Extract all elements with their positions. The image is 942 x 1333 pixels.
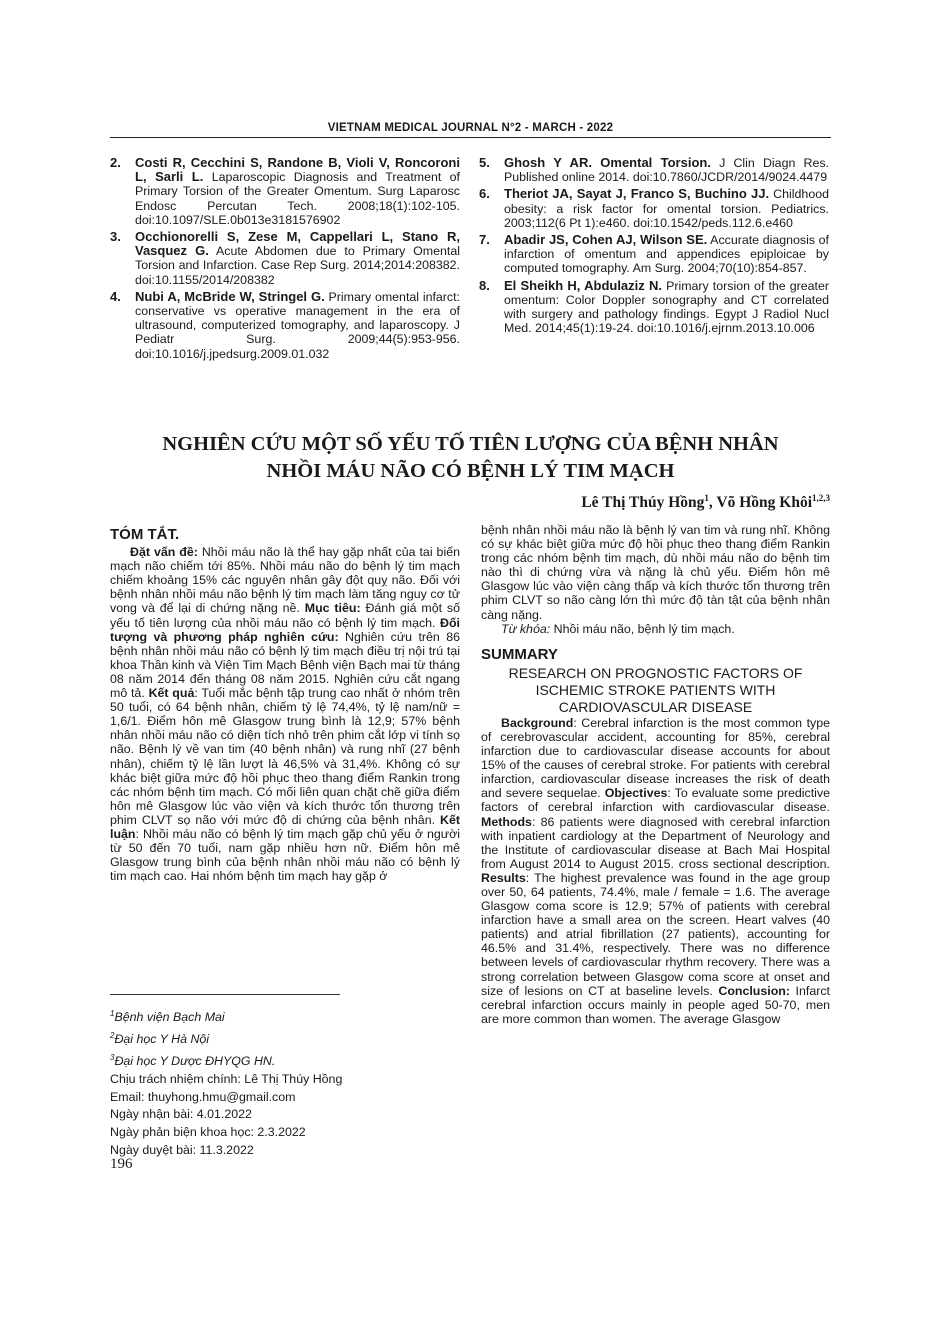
accepted-date: Ngày duyệt bài: 11.3.2022 — [110, 1142, 254, 1157]
author-email: Email: thuyhong.hmu@gmail.com — [110, 1089, 296, 1104]
footnote-text: Bệnh viện Bạch Mai — [114, 1010, 225, 1025]
reference-authors: Theriot JA, Sayat J, Franco S, Buchino JJ. — [504, 186, 770, 202]
reference-item — [479, 156, 829, 184]
summary-title: RESEARCH ON PROGNOSTIC FACTORS OF ISCHEMIC STROKE PATIENTS WITH CARDIOVASCULAR DISEASE — [508, 664, 803, 715]
reference-item — [110, 290, 460, 361]
affiliation-footnote — [110, 1027, 460, 1049]
summary-results-text: : The highest prevalence was found in the age group over 50, 64 patients, 74.4%, male / female = 1.6. The average Glasgow coma score is 12.9; 57% of patients with cerebral infarction have a small area on the screen. Heart valves (40 patients) and atrial fibrillation (27 patients), accounting for 46.5% and 31.4%, respectively. There was no difference between levels of cardiovascular rhythm recovery. There was a strong correlation between Glasgow coma score at onset and size of lesions on CT at baseline levels. — [481, 870, 830, 998]
affiliation-footnote — [110, 1005, 460, 1027]
results-label: Kết quả — [148, 686, 195, 701]
author-name: Lê Thị Thúy Hồng — [581, 494, 705, 512]
reference-number: 2. — [110, 155, 121, 170]
reference-authors: Ghosh Y AR. Omental Torsion. — [504, 155, 711, 170]
summary-methods-label: Methods — [481, 814, 532, 829]
corresponding-author: Chịu trách nhiệm chính: Lê Thị Thúy Hồng — [110, 1071, 343, 1086]
reviewed-date: Ngày phản biện khoa học: 2.3.2022 — [110, 1125, 306, 1140]
summary-results-label: Results — [481, 870, 526, 885]
author-name: Võ Hồng Khôi — [716, 494, 812, 512]
article-title-line-2: NHỒI MÁU NÃO CÓ BỆNH LÝ TIM MẠCH — [266, 460, 675, 482]
affiliation-footnote — [110, 1049, 460, 1071]
reference-number: 7. — [479, 232, 490, 248]
reference-item — [110, 156, 460, 227]
summary-heading: SUMMARY — [481, 645, 558, 663]
summary-objectives-label: Objectives — [604, 786, 668, 801]
references-right-column — [479, 156, 829, 338]
methods-label: Đối tượng và phương pháp nghiên cứu: — [110, 615, 460, 644]
right-body-column — [481, 523, 830, 1026]
reference-text: Acute Abdomen due to Primary Omental Torsion and Infarction. Case Rep Surg. 2014;2014:208382. doi:10.1155/2014/208382 — [135, 244, 460, 287]
conclusion-label: Kết luận — [110, 812, 460, 841]
reference-text: Primary torsion of the greater omentum: Color Doppler sonography and CT correlated with surgery and pathology findings. Egypt J Radiol Nucl Med. 2014;45(1):19-24. doi:10.1016/j.ejrnm.2013.10.006 — [504, 278, 829, 336]
methods-text: Nghiên cứu trên 86 bệnh nhân nhồi máu não có bệnh lý tim mạch điều trị nội trú tại khoa Thần kinh và Viện Tim Mạch Bệnh viện Bạch mai từ tháng 08 năm 2014 đến tháng 08 năm 2015. Nghiên cứu cắt ngang mô tả. — [110, 629, 460, 701]
footnote-marker: 2 — [110, 1030, 115, 1040]
footnotes — [110, 1005, 460, 1160]
reference-number: 4. — [110, 288, 121, 304]
summary-conclusion-text: Infarct cerebral infarction occurs mainly in people aged 50-70, men are more common than women. The average Glasgow — [481, 983, 830, 1026]
footnote-text: Đại học Y Dược ĐHYQG HN. — [114, 1053, 276, 1068]
footnote-divider — [110, 994, 340, 995]
background-label: Đặt vấn đề: — [130, 545, 198, 560]
conclusion-text-part-1: : Nhồi máu não có bệnh lý tim mạch gặp chủ yếu ở người từ 50 đến 70 tuổi, nam gặp nhiều hơn nữ. Điểm hôn mê Glasgow trung bình của bệnh nhân nhồi máu não có bệnh lý tim mạch cao. Hai nhóm bệnh tim mạch hay gặp ở — [110, 826, 460, 884]
summary-background-text: : Cerebral infarction is the most common type of cerebrovascular accident, accounting for 85%, cerebral infarction due to cardiovascular disease accounts for about 15% of the causes of cerebral stroke. For patients with cerebral infarction, cardiovascular disease increases the risk of death and severe sequelae. — [481, 715, 830, 801]
reference-number: 8. — [479, 277, 490, 293]
footnote-marker: 1 — [110, 1009, 115, 1018]
summary-objectives-text: : To evaluate some predictive factors of cerebral infarction with cardiovascular disease. — [481, 786, 830, 815]
page-number: 196 — [110, 1156, 133, 1172]
reference-authors: Abadir JS, Cohen AJ, Wilson SE. — [504, 232, 708, 248]
reference-authors: Occhionorelli S, Zese M, Cappellari L, Stano R, Vasquez G. — [135, 229, 460, 259]
reference-item — [110, 230, 460, 287]
reference-item — [479, 279, 829, 336]
reference-text: Accurate diagnosis of infarction of omentum and appendices epiploicae by computed tomography. Am Surg. 2004;70(10):854-857. — [504, 233, 829, 276]
received-date: Ngày nhận bài: 4.01.2022 — [110, 1107, 252, 1122]
article-title-line-1: NGHIÊN CỨU MỘT SỐ YẾU TỐ TIÊN LƯỢNG CỦA BỆNH NHÂN — [162, 433, 779, 455]
reference-item — [479, 233, 829, 276]
summary-conclusion-label: Conclusion: — [718, 983, 790, 998]
reference-authors: Costi R, Cecchini S, Randone B, Violi V, Roncoroni L, Sarli L. — [135, 155, 460, 185]
journal-header: VIETNAM MEDICAL JOURNAL N°2 - MARCH - 2022 — [110, 122, 831, 138]
reference-text: Laparoscopic Diagnosis and Treatment of Primary Torsion of the Greater Omentum. Surg Laparosc Endosc Percutan Tech. 2008;18(1):102-105. doi:10.1097/SLE.0b013e3181576902 — [135, 170, 460, 227]
reference-text: Primary omental infarct: conservative vs operative management in the era of ultrasound, computerized tomography, and laparoscopy. J Pediatr Surg. 2009;44(5):953-956. doi:10.1016/j.jpedsurg.2009.01.032 — [135, 289, 460, 361]
background-text: Nhồi máu não là thể hay gặp nhất của tai biến mạch não chiếm tới 85%. Nhồi máu não do bệnh lý tim mạch chiếm khoảng 15% các nguyên nhân gây đột quỵ não. Đối với bệnh nhân nhồi máu não bệnh lý tim mạch làm tăng nguy cơ tử vong và để lại di chứng nặng nề. — [110, 545, 460, 616]
reference-authors: Nubi A, McBride W, Stringel G. — [135, 288, 325, 304]
keywords-label: Từ khóa: — [501, 621, 551, 636]
footnote-marker: 3 — [110, 1052, 115, 1062]
objective-text: Đánh giá một số yếu tố tiên lượng của nhồi máu não có bệnh lý tim mạch. — [110, 601, 461, 630]
summary-methods-text: : 86 patients were diagnosed with cerebral infarction with inpatient cardiology at the Department of Neurology and the Institute of cardiovascular disease at Bach Mai Hospital from August 2014 to August 2015. cross sectional description. — [481, 814, 830, 871]
abstract-vietnamese — [110, 528, 460, 883]
keywords-text: Nhồi máu não, bệnh lý tim mạch. — [550, 621, 735, 636]
reference-authors: El Sheikh H, Abdulaziz N. — [504, 277, 663, 293]
footnote-text: Đại học Y Hà Nội — [114, 1032, 210, 1047]
references-left-column — [110, 156, 460, 364]
summary-background-label: Background — [501, 715, 574, 730]
reference-text: Childhood obesity: a risk factor for omental torsion. Pediatrics. 2003;112(6 Pt 1):e460. doi:10.1542/peds.112.6.e460 — [504, 187, 829, 230]
abstract-heading: TÓM TẮT. — [110, 526, 180, 543]
reference-number: 5. — [479, 155, 490, 170]
author-affiliation: 1 — [704, 493, 709, 503]
reference-number: 6. — [479, 186, 490, 202]
reference-text: J Clin Diagn Res. Published online 2014. doi:10.7860/JCDR/2014/9024.4479 — [504, 156, 829, 185]
author-separator: , — [708, 494, 717, 512]
abstract-paragraph — [110, 545, 460, 883]
author-affiliation: 1,2,3 — [812, 493, 830, 503]
summary-paragraph — [481, 716, 830, 1026]
results-text: : Tuổi mắc bệnh tập trung cao nhất ở nhóm trên 50 tuổi, có 64 bệnh nhân, chiếm tỷ lệ 74,4%, tỷ lệ nam/nữ = 1,6/1. Điểm hôn mê Glasgow trung bình là 12,9; 57% bệnh nhân nhồi máu não có diện tích nhỏ trên phim cắt lớp vi tính sọ não. Bệnh lý về van tim (40 bệnh nhân) và rung nhĩ (27 bệnh nhân), chiếm tỷ lệ lần lượt là 46,5% và 31,4%. Không có sự khác biệt giữa mức độ hồi phục theo thang điểm Rankin trong các nhóm bệnh tim mạch. Có mối liên quan chặt chẽ giữa điểm hôn mê Glasgow lúc vào viện và kích thước tổn thương trên phim CLVT sọ não với mức độ di chứng của bệnh nhân. — [110, 686, 461, 827]
article-authors — [581, 493, 830, 512]
reference-item — [479, 187, 829, 230]
reference-number: 3. — [110, 229, 121, 245]
conclusion-text-part-2: bệnh nhân nhồi máu não là bệnh lý van tim và rung nhĩ. Không có sự khác biệt giữa mức độ hồi phục theo thang điểm Rankin trong các nhóm bệnh tim mạch, dù nhồi máu não do bệnh tim nào thì di chứng vừa và nặng là chủ yếu. Điểm hôn mê Glasgow lúc vào viện càng thấp và kích thước tổn thương trên phim CLVT so não càng lớn thì mức độ tàn tật của bệnh nhân càng nặng. — [481, 523, 830, 622]
article-title — [110, 431, 831, 485]
objective-label: Mục tiêu: — [304, 601, 361, 616]
keywords — [481, 622, 830, 636]
